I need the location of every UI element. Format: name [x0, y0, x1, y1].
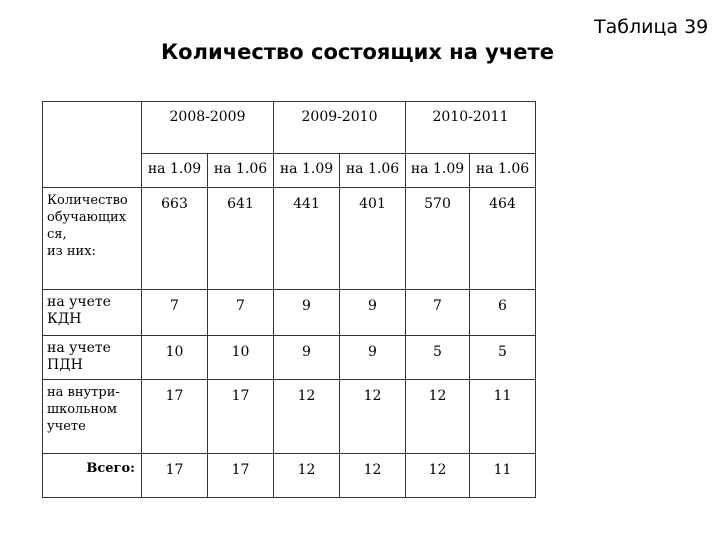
- cell-value: 10: [208, 336, 274, 380]
- cell-value: 570: [406, 188, 470, 290]
- cell-value: 9: [340, 336, 406, 380]
- table-row: [43, 188, 536, 290]
- cell-value: 401: [340, 188, 406, 290]
- cell-value: 7: [208, 290, 274, 336]
- cell-value: 5: [470, 336, 536, 380]
- row-label: на учете ПДН: [43, 336, 142, 380]
- cell-value: 12: [340, 380, 406, 454]
- cell-value: 17: [208, 454, 274, 498]
- table-row: [43, 290, 536, 336]
- cell-value: 5: [406, 336, 470, 380]
- cell-value: 464: [470, 188, 536, 290]
- cell-value: 12: [274, 454, 340, 498]
- corner-cell: [43, 102, 142, 188]
- row-label: на внутри- школьном учете: [43, 380, 142, 454]
- table-number: Таблица 39: [594, 16, 709, 38]
- cell-value: 17: [142, 454, 208, 498]
- date-header: на 1.09: [406, 154, 470, 188]
- date-header: на 1.09: [142, 154, 208, 188]
- date-header: на 1.09: [274, 154, 340, 188]
- table-row: [43, 454, 536, 498]
- table-row: [43, 380, 536, 454]
- cell-value: 12: [406, 380, 470, 454]
- table-row: [43, 336, 536, 380]
- year-header: 2009-2010: [274, 102, 406, 154]
- cell-value: 6: [470, 290, 536, 336]
- cell-value: 441: [274, 188, 340, 290]
- cell-value: 7: [406, 290, 470, 336]
- cell-value: 641: [208, 188, 274, 290]
- cell-value: 9: [274, 336, 340, 380]
- date-header: на 1.06: [340, 154, 406, 188]
- date-header: на 1.06: [470, 154, 536, 188]
- cell-value: 11: [470, 454, 536, 498]
- cell-value: 12: [340, 454, 406, 498]
- year-header: 2008-2009: [142, 102, 274, 154]
- row-label: Количество обучающих ся, из них:: [43, 188, 142, 290]
- registration-table: [42, 101, 536, 498]
- page-title: Количество состоящих на учете: [161, 40, 554, 64]
- cell-value: 17: [208, 380, 274, 454]
- cell-value: 663: [142, 188, 208, 290]
- cell-value: 11: [470, 380, 536, 454]
- year-header-row: [43, 102, 536, 154]
- cell-value: 12: [406, 454, 470, 498]
- year-header: 2010-2011: [406, 102, 536, 154]
- cell-value: 12: [274, 380, 340, 454]
- cell-value: 9: [340, 290, 406, 336]
- row-label: на учете КДН: [43, 290, 142, 336]
- date-header: на 1.06: [208, 154, 274, 188]
- total-label: Всего:: [43, 454, 142, 498]
- cell-value: 17: [142, 380, 208, 454]
- cell-value: 10: [142, 336, 208, 380]
- cell-value: 9: [274, 290, 340, 336]
- cell-value: 7: [142, 290, 208, 336]
